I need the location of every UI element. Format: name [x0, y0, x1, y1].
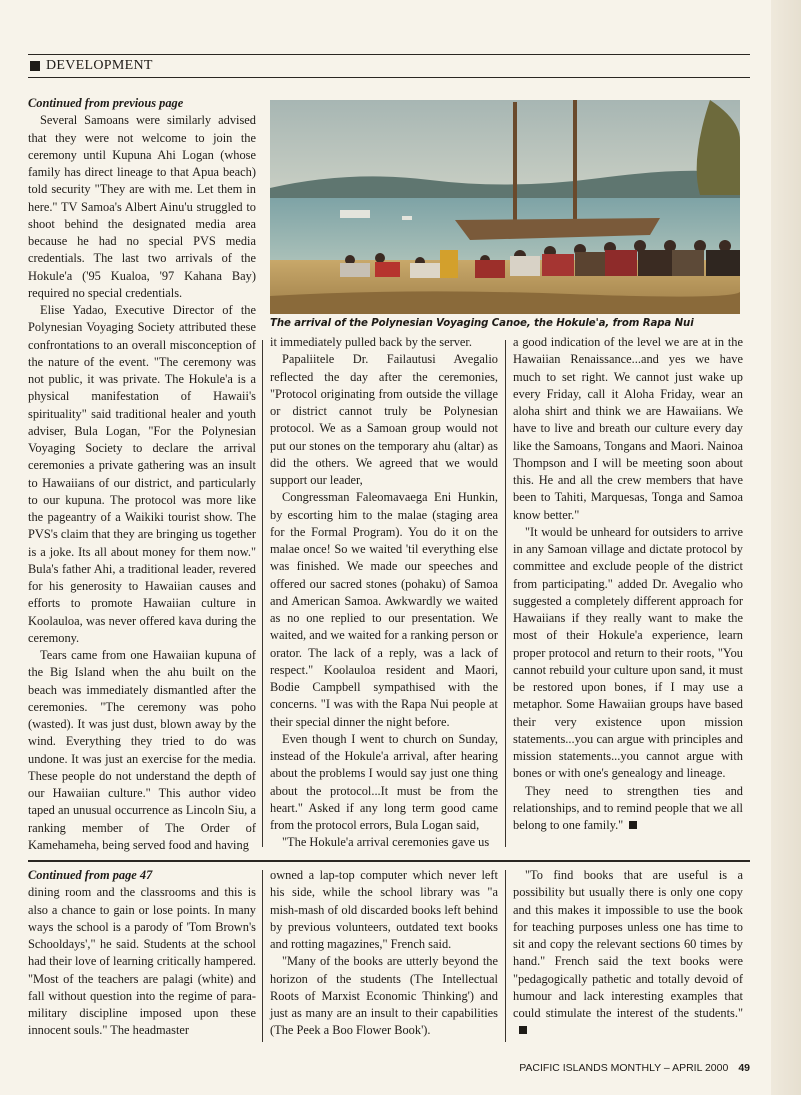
paragraph: owned a lap-top computer which never left his side, while the school library was "a mish-mash of old discarded books left behind by previous volunteers, outdated text books and rotting magazines," French said.	[270, 868, 498, 951]
paragraph: Congressman Faleomavaega Eni Hunkin, by escorting him to the malae (staging area for the Formal Program). You do it on the malae once! So we waited 'til everything else was finished. We made our speeches and offered our sacred stones (pohaku) of Samoa and American Samoa. Awkwardly we waited as no one replied to our presentation. We waited, and we waited for a ranking person or orator. The lack of a reply, was a lack of respect." Koolauloa resident and Maori, Bodie Campbell sympathised with the concerns. "I was with the Rapa Nui people at their special dinner the night before.	[270, 490, 498, 729]
section-divider	[28, 860, 750, 862]
section-header	[28, 54, 750, 78]
page-footer	[480, 1062, 750, 1074]
article-column-1	[28, 95, 256, 854]
paragraph: "Many of the books are utterly beyond the horizon of the students (The Intellectual Roots of Marxist Economic Thinking') and just as many are an insult to their capabilities (The Peek a Boo Flower Book').	[270, 954, 498, 1038]
section-title: DEVELOPMENT	[46, 58, 153, 73]
paragraph-text: They need to strengthen ties and relationships, and to remind people that we all belong to one family."	[513, 783, 743, 832]
canoe-photo-illustration	[270, 100, 740, 314]
photo-caption: The arrival of the Polynesian Voyaging Canoe, the Hokule'a, from Rapa Nui	[270, 318, 694, 329]
paragraph: Even though I went to church on Sunday, instead of the Hokule'a arrival, after hearing about the problems I would say just one thing about the protocol...It must be from the heart." Asked if any long term good came from the protocol errors, Bula Logan said,	[270, 731, 498, 832]
continued-label: Continued from page 47	[28, 868, 153, 882]
column-rule	[262, 870, 263, 1042]
paragraph: Papaliitele Dr. Failautusi Avegalio reflected the day after the ceremonies, "Protocol originating from outside the village or district cannot truly be Polynesian protocol. We as a Samoan group would not put our stones on the temporary ahu (altar) as did the others. We agreed that we would support our leader,	[270, 352, 498, 487]
column-rule	[262, 340, 263, 847]
paragraph	[513, 867, 743, 1040]
page-edge	[771, 0, 801, 1095]
paragraph: Several Samoans were similarly advised that they were not welcome to join the ceremony until Kupuna Ahi Logan (whose family has direct lineage to that Apua beach) told security "They are with me. Let them in here." TV Samoa's Albert Ainu'u struggled to shoot behind the designated media area because he had no special PVS media credentials. The last two arrivals of the Hokule'a ('95 Kualoa, '97 Kahana Bay) required no special credentials.	[28, 113, 256, 300]
continued-label: Continued from previous page	[28, 96, 184, 110]
continued-column-1	[28, 867, 256, 1040]
paragraph-text: "To find books that are useful is a possibility but usually there is only one copy and this makes it impossible to use the book for teaching purposes unless one has time to sit and copy the relevant sections 60 times by hand." French said the text books were "pedagogically pathetic and totally devoid of humour and lack interesting examples that could stimulate the interest of the students."	[513, 868, 743, 1020]
paragraph: Tears came from one Hawaiian kupuna of the Big Island when the ahu built on the beach was immediately dismantled after the ceremonies. "The ceremony was poho (wasted). It was just dust, blown away by the wind. Everything they tried to do was undone. It was just an exercise for the media. These people do not understand the depth of our Hawaiian culture." This author video taped an unusual occurrence as Lincoln Siu, a ranking member of The Order of Kamehameha, being served food and having	[28, 648, 256, 852]
paragraph: Elise Yadao, Executive Director of the Polynesian Voyaging Society attributed these confrontations to an overall misconception of the nature of the event. "The ceremony was not public, it was private. The Hokule'a is a physical manifestation of Hawaii's spirituality" said traditional healer and youth adviser, Bula Logan, "For the Polynesian Voyaging Society to declare the arrival ceremonies a private gathering was an insult to Hawaiians of our district, and particularly to our kupuna. The protocol was more like the pageantry of a Waikiki tourist show. The PVS's claim that they are bringing us together is a joke. Its all about money for them now." Bula's father Ahi, a traditional leader, revered for his generosity to Hawaiian causes and efforts to promote Hawaiian culture in Koolauloa, was never offered kava during the ceremony.	[28, 303, 256, 645]
continued-column-3	[513, 867, 743, 1040]
column-rule	[505, 340, 506, 847]
end-mark-icon	[519, 1026, 527, 1034]
paragraph: dining room and the classrooms and this is also a chance to gain or lose points. In many ways the school is a parody of 'Tom Brown's Schooldays'," he said. Students at the school had their love of learning critically hampered. "Most of the teachers are palagi (white) and fall without question into the regime of para-military discipline imposed upon these innocent souls." The headmaster	[28, 885, 256, 1038]
publication-name: PACIFIC ISLANDS MONTHLY – APRIL 2000	[519, 1062, 729, 1074]
page-number: 49	[738, 1062, 750, 1074]
paragraph: a good indication of the level we are at in the Hawaiian Renaissance...and yes we have much to set right. We cannot just wake up every Friday, call it Aloha Friday, wear an aloha shirt and think we are Hawaiians. We have to live and breath our culture every day like the Samoans, Tongans and Maori. Nainoa Thompson and I will be meeting soon about this. He and all the crew members that have been to Tahiti, Marquesas, Tonga and Samoa know better."	[513, 335, 743, 522]
column-rule	[505, 870, 506, 1042]
article-column-2	[270, 334, 498, 852]
paragraph: "It would be unheard for outsiders to arrive in any Samoan village and dictate protocol by committee and exclude people of the district from participating." added Dr. Avegalio who suggested a completely different approach for Hawaiians if they really want to make the most of their Hokule'a experience, learn proper protocol and return to their roots, "You cannot rebuild your culture upon sand, it must be restored upon bones, if I may use a metaphor. Some Hawaiian groups have based their very existence upon mission statements...you can argue with principles and mission statements...you cannot argue with bones or with one's genealogy and lineage.	[513, 524, 743, 781]
end-mark-icon	[629, 821, 637, 829]
paragraph: "The Hokule'a arrival ceremonies gave us	[282, 835, 490, 850]
paragraph	[513, 783, 743, 835]
section-marker-icon	[30, 61, 40, 71]
article-column-3	[513, 334, 743, 834]
paragraph: it immediately pulled back by the server.	[270, 335, 472, 349]
continued-column-2	[270, 867, 498, 1040]
canoe-arrival-photo	[270, 100, 740, 314]
